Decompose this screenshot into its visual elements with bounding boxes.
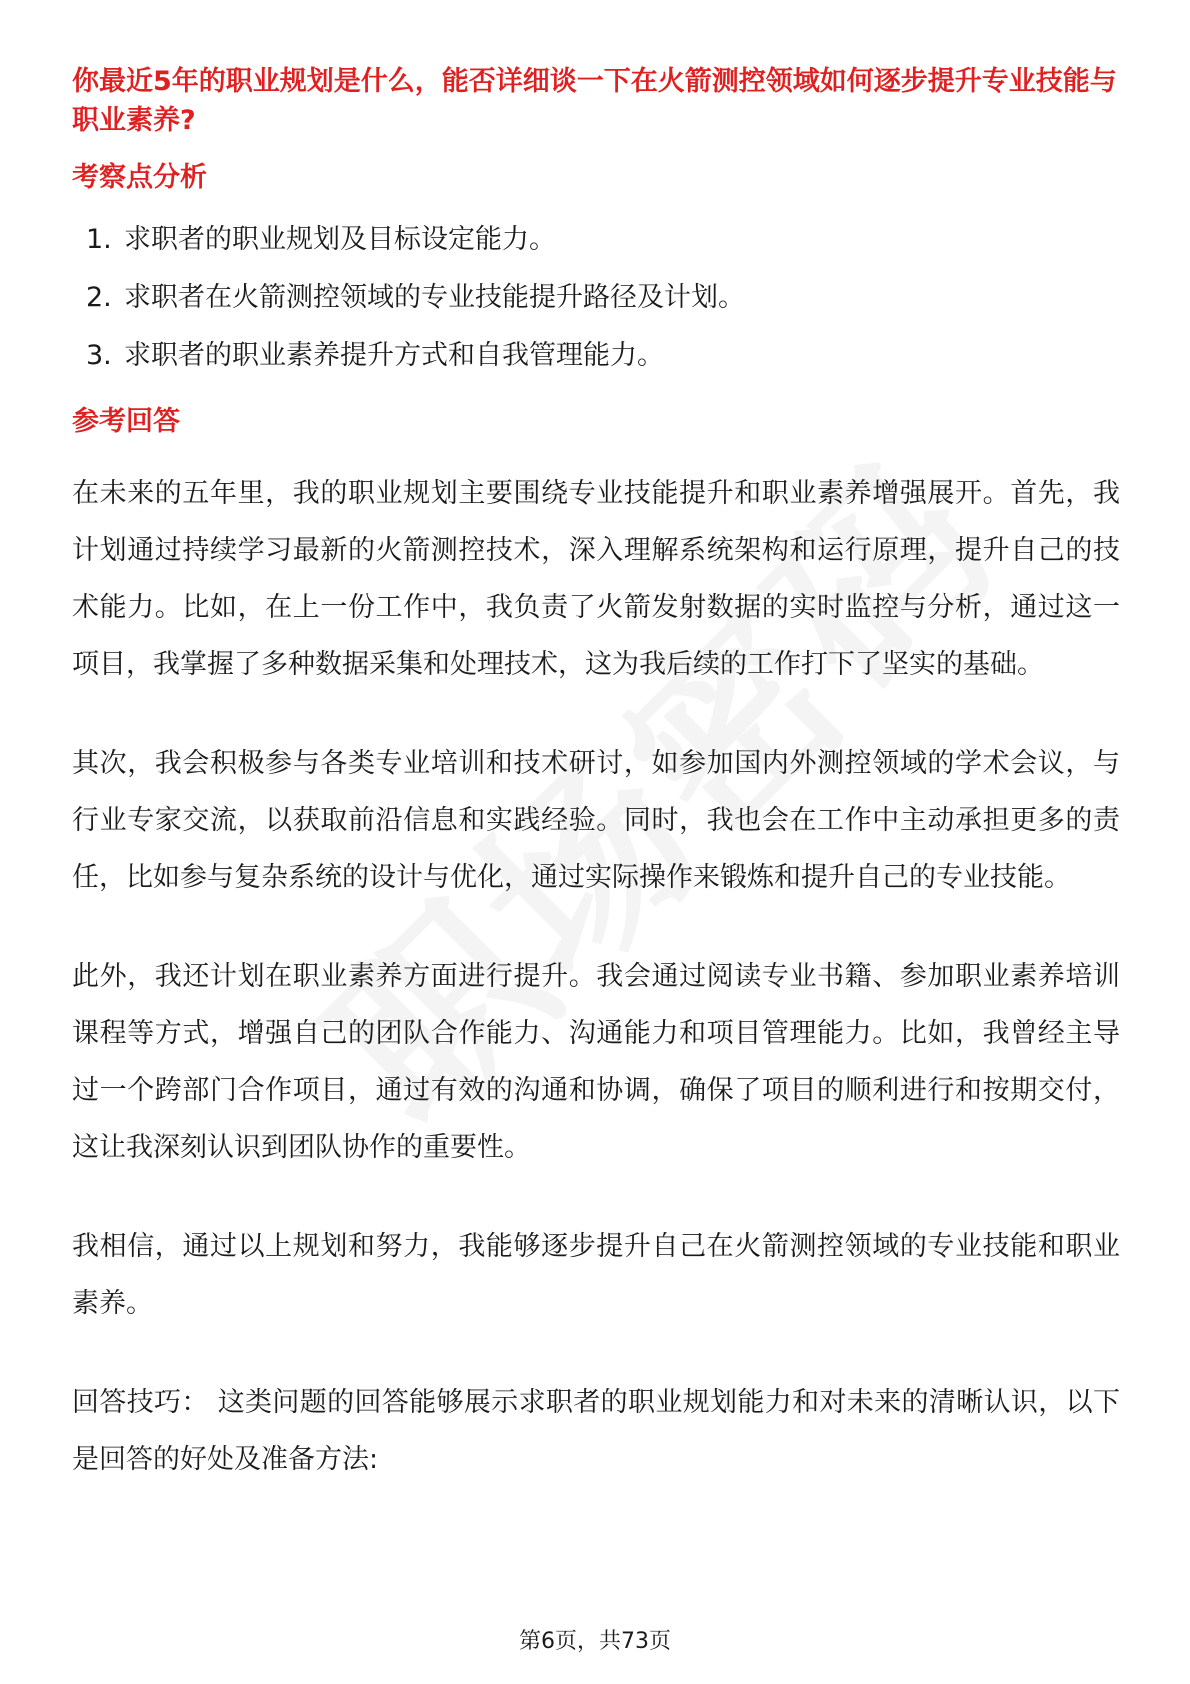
list-item-number: 3. [86, 340, 112, 371]
document-body [72, 62, 1120, 1488]
answer-paragraph: 我相信，通过以上规划和努力，我能够逐步提升自己在火箭测控领域的专业技能和职业素养。 [72, 1231, 1120, 1319]
answer-tips-paragraph: 回答技巧： 这类问题的回答能够展示求职者的职业规划能力和对未来的清晰认识，以下是回答的好处及准备方法: [72, 1387, 1120, 1475]
list-item-number: 2. [86, 282, 112, 313]
list-item [86, 278, 1120, 318]
answer-paragraph: 其次，我会积极参与各类专业培训和技术研讨，如参加国内外测控领域的学术会议，与行业专家交流，以获取前沿信息和实践经验。同时，我也会在工作中主动承担更多的责任，比如参与复杂系统的设计与优化，通过实际操作来锻炼和提升自己的专业技能。 [72, 748, 1120, 893]
answer-paragraph: 在未来的五年里，我的职业规划主要围绕专业技能提升和职业素养增强展开。首先，我计划通过持续学习最新的火箭测控技术，深入理解系统架构和运行原理，提升自己的技术能力。比如，在上一份工作中，我负责了火箭发射数据的实时监控与分析，通过这一项目，我掌握了多种数据采集和处理技术，这为我后续的工作打下了坚实的基础。 [72, 478, 1120, 680]
list-item-text: 求职者的职业素养提升方式和自我管理能力。 [124, 340, 664, 371]
list-item-number: 1. [86, 224, 112, 255]
list-item-text: 求职者在火箭测控领域的专业技能提升路径及计划。 [124, 282, 745, 313]
list-item [86, 220, 1120, 260]
list-item-text: 求职者的职业规划及目标设定能力。 [124, 224, 556, 255]
list-item [86, 336, 1120, 376]
analysis-points-list [72, 220, 1120, 376]
analysis-heading: 考察点分析 [72, 162, 207, 193]
question-title: 你最近5年的职业规划是什么，能否详细谈一下在火箭测控领域如何逐步提升专业技能与职业素养? [72, 66, 1117, 136]
answer-heading: 参考回答 [72, 406, 180, 437]
answer-paragraph: 此外，我还计划在职业素养方面进行提升。我会通过阅读专业书籍、参加职业素养培训课程等方式，增强自己的团队合作能力、沟通能力和项目管理能力。比如，我曾经主导过一个跨部门合作项目，通过有效的沟通和协调，确保了项目的顺利进行和按期交付，这让我深刻认识到团队协作的重要性。 [72, 961, 1120, 1163]
page-number: 第6页，共73页 [519, 1629, 671, 1654]
